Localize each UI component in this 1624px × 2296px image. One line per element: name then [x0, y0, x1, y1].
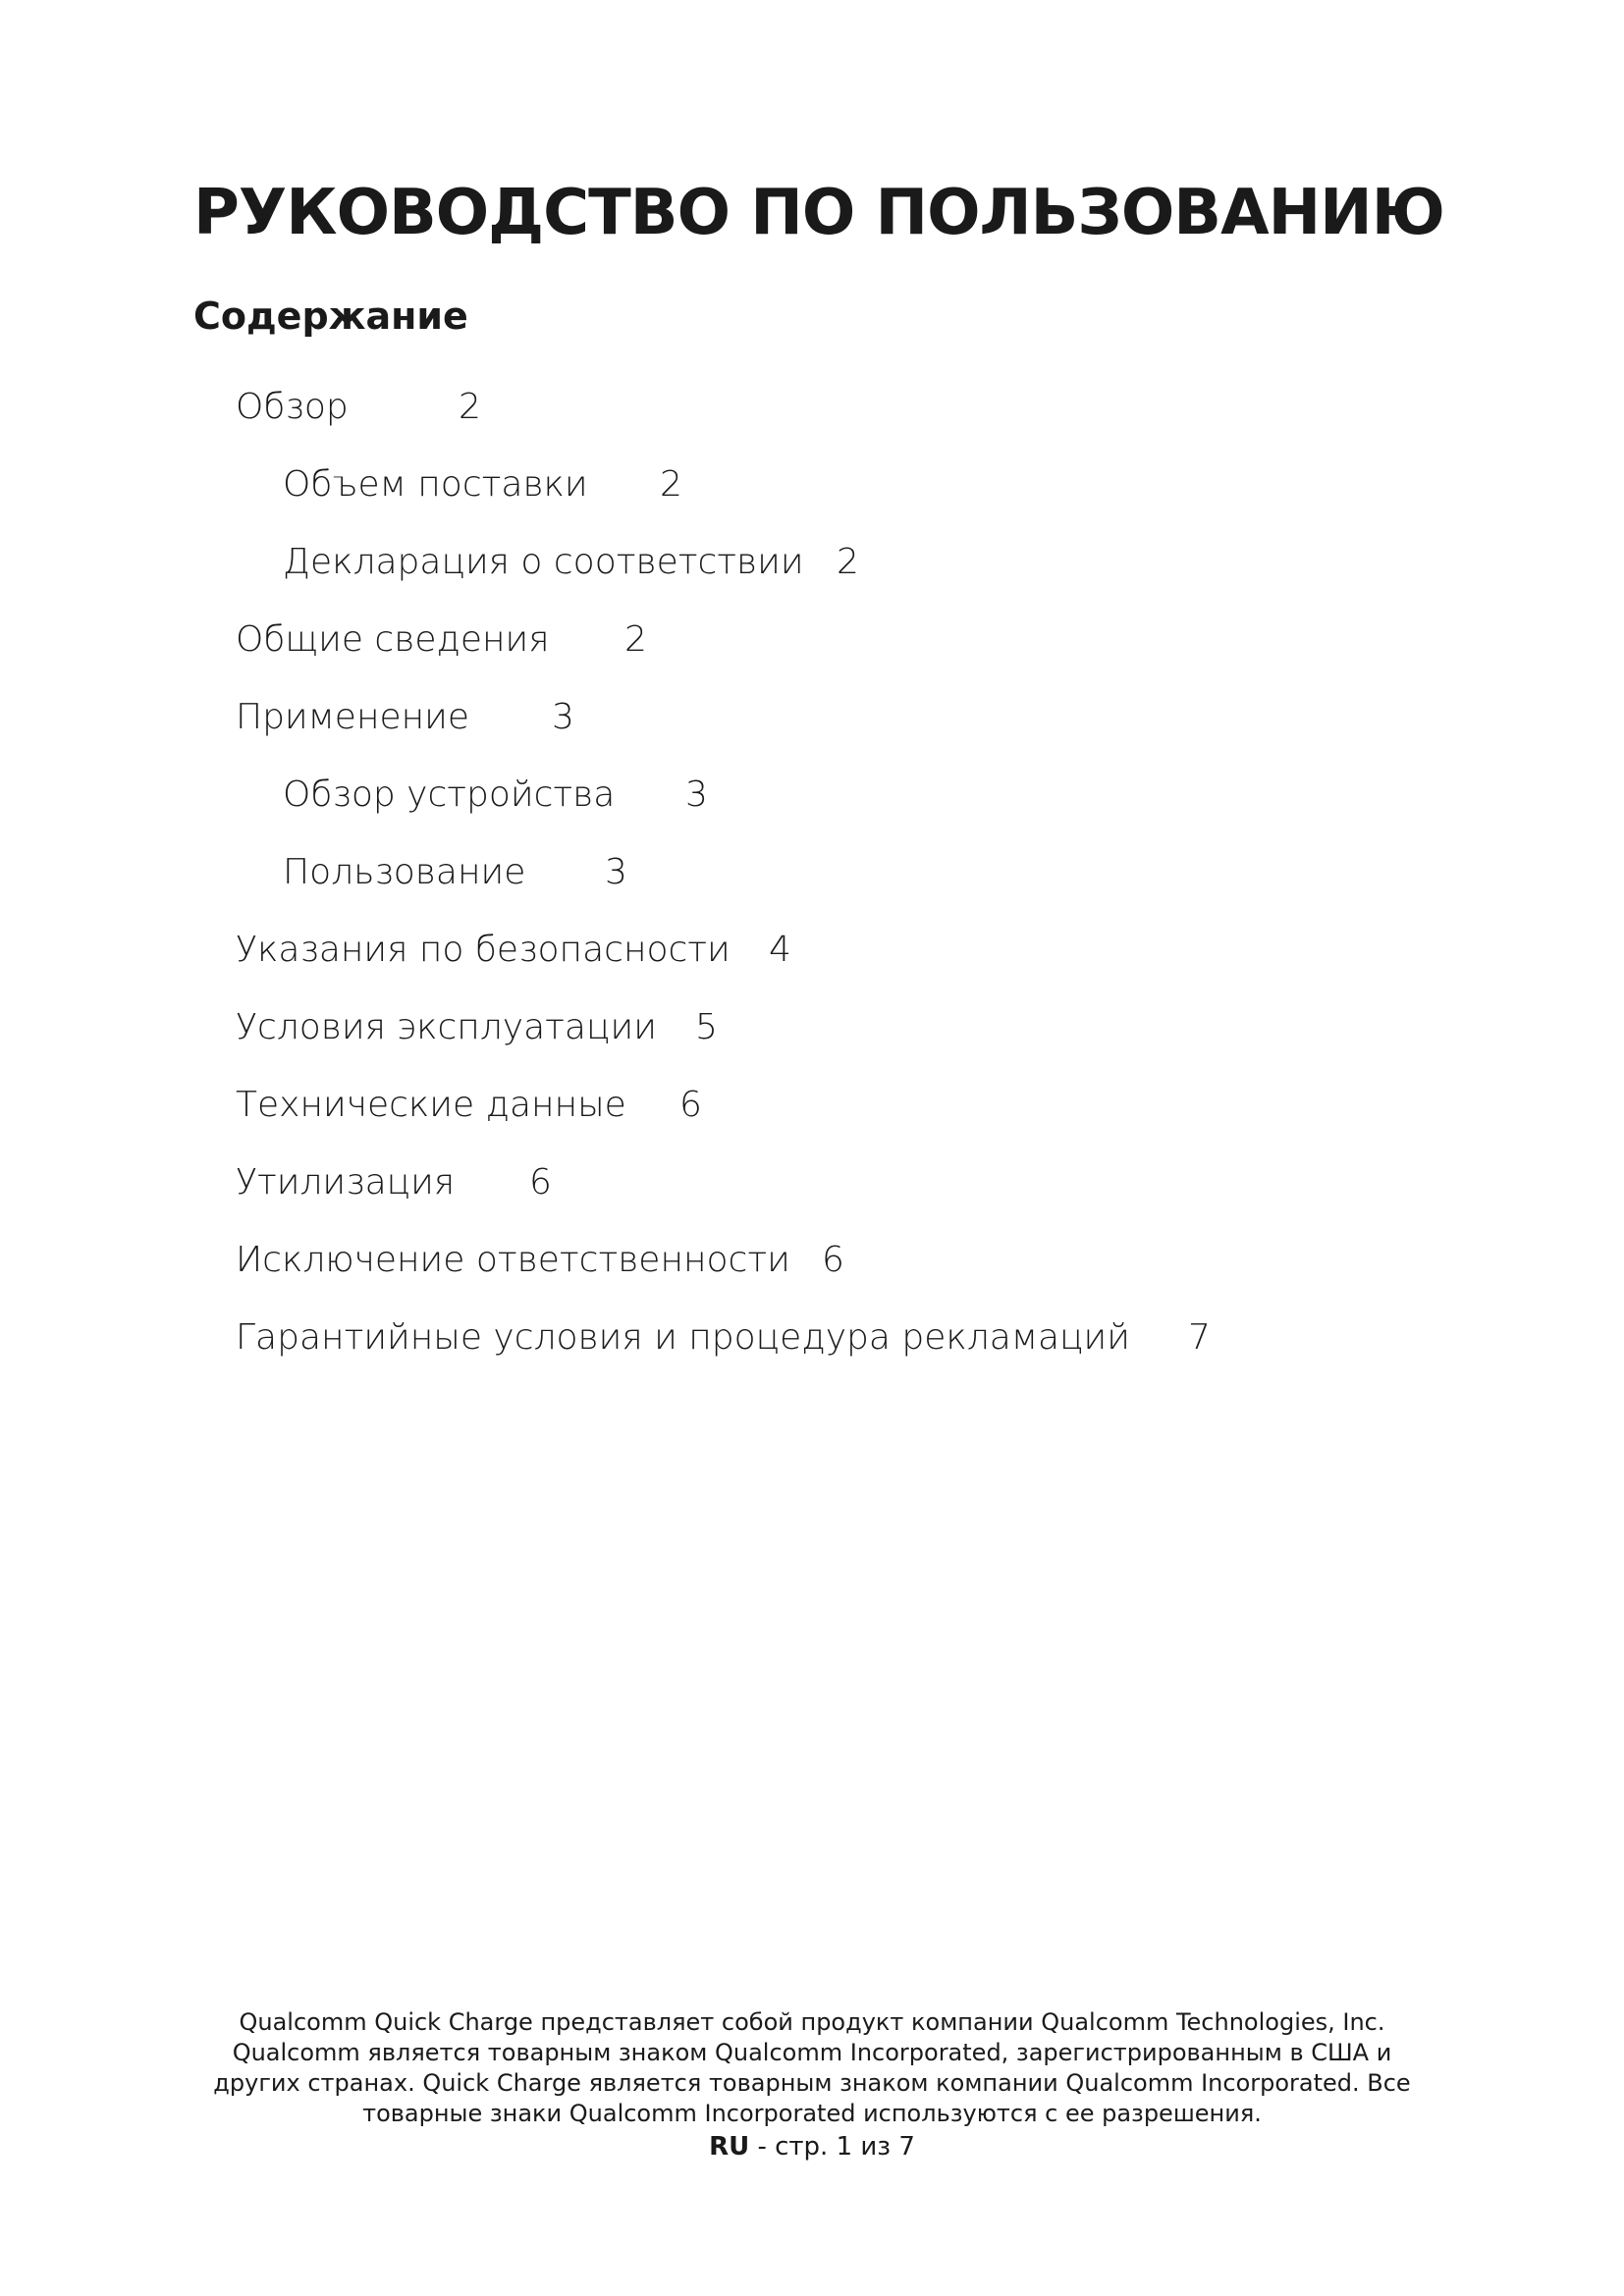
toc-entry-label: Применение — [236, 697, 470, 737]
toc-entry-declaration-of-conformity[interactable] — [283, 542, 859, 582]
toc-entry-page: 2 — [837, 542, 859, 582]
toc-entry-general-information[interactable] — [236, 619, 647, 660]
toc-entry-warranty-and-claims[interactable] — [236, 1317, 1211, 1358]
toc-entry-page: 2 — [624, 619, 647, 660]
toc-entry-technical-data[interactable] — [236, 1085, 702, 1125]
toc-entry-operation[interactable] — [283, 852, 627, 892]
toc-entry-label: Декларация о соответствии — [283, 542, 804, 582]
toc-entry-page: 3 — [552, 697, 574, 737]
trademark-notice-line: Qualcomm является товарным знаком Qualcomm Incorporated, зарегистрированным в США и — [232, 2039, 1392, 2066]
toc-entry-label: Технические данные — [236, 1085, 626, 1125]
toc-entry-page: 2 — [459, 387, 481, 427]
toc-entry-label: Обзор устройства — [283, 774, 616, 815]
toc-entry-safety-instructions[interactable] — [236, 930, 791, 970]
toc-entry-label: Гарантийные условия и процедура рекламаций — [236, 1317, 1130, 1358]
toc-entry-page: 3 — [685, 774, 708, 815]
toc-entry-overview[interactable] — [236, 387, 481, 427]
toc-entry-label: Общие сведения — [236, 619, 550, 660]
page-footer — [0, 2132, 1624, 2162]
toc-entry-usage[interactable] — [236, 697, 574, 737]
toc-entry-label: Утилизация — [236, 1162, 456, 1202]
toc-entry-disposal[interactable] — [236, 1162, 552, 1202]
toc-entry-label: Исключение ответственности — [236, 1240, 790, 1280]
toc-entry-page: 4 — [769, 930, 791, 970]
toc-entry-operating-conditions[interactable] — [236, 1007, 718, 1047]
toc-entry-page: 3 — [605, 852, 627, 892]
toc-entry-page: 6 — [679, 1085, 702, 1125]
toc-entry-page: 2 — [660, 464, 682, 505]
toc-entry-disclaimer[interactable] — [236, 1240, 844, 1280]
page-title: РУКОВОДСТВО ПО ПОЛЬЗОВАНИЮ — [193, 177, 1444, 249]
toc-entry-label: Объем поставки — [283, 464, 588, 505]
toc-entry-page: 5 — [695, 1007, 718, 1047]
language-code: RU — [709, 2132, 750, 2162]
toc-entry-label: Пользование — [283, 852, 526, 892]
toc-entry-label: Условия эксплуатации — [236, 1007, 657, 1047]
toc-entry-page: 7 — [1188, 1317, 1211, 1358]
page-number: - стр. 1 из 7 — [757, 2132, 915, 2162]
trademark-notice-line: товарные знаки Qualcomm Incorporated используются с ее разрешения. — [362, 2100, 1262, 2127]
toc-heading: Содержание — [193, 294, 468, 338]
toc-entry-page: 6 — [529, 1162, 552, 1202]
toc-entry-page: 6 — [822, 1240, 844, 1280]
toc-entry-scope-of-delivery[interactable] — [283, 464, 682, 505]
toc-entry-label: Обзор — [236, 387, 349, 427]
toc-entry-label: Указания по безопасности — [236, 930, 731, 970]
trademark-notice-line: других странах. Quick Charge является товарным знаком компании Qualcomm Incorporated. Все — [213, 2069, 1411, 2097]
toc-entry-device-overview[interactable] — [283, 774, 708, 815]
trademark-notice-line: Qualcomm Quick Charge представляет собой продукт компании Qualcomm Technologies, Inc. — [239, 2008, 1385, 2036]
trademark-notice — [196, 2007, 1428, 2129]
